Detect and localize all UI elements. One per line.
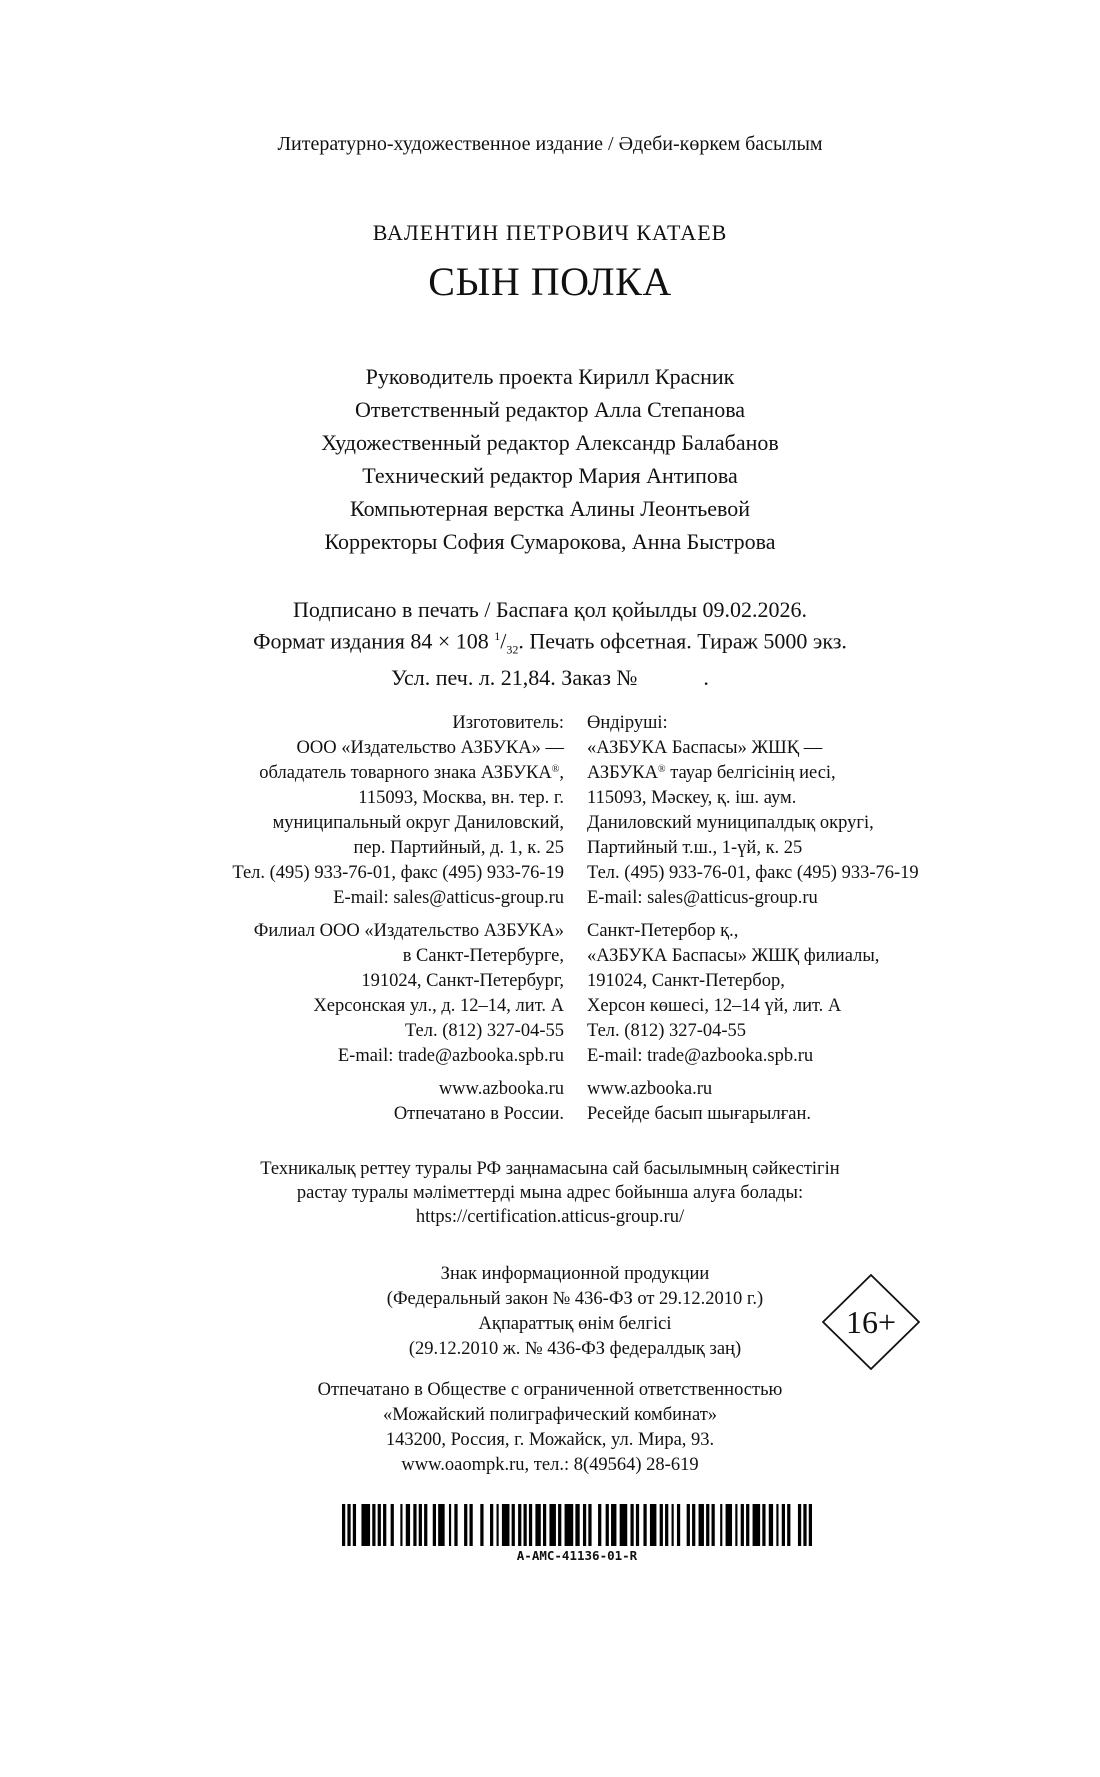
branch-ru-email: E-mail: trade@azbooka.spb.ru <box>337 1046 564 1066</box>
branch-ru-address-2: Херсонская ул., д. 12–14, лит. А <box>313 996 564 1016</box>
format-numerator: 1 <box>494 629 501 643</box>
branch-kz-email: E-mail: trade@azbooka.spb.ru <box>587 1046 814 1066</box>
manufacturer-kz-company: «АЗБУКА Баспасы» ЖШҚ — <box>587 738 823 758</box>
age-rating-badge <box>822 1274 920 1370</box>
branch-kz-address-1: 191024, Санкт-Петербор, <box>587 971 785 991</box>
format-denominator: 32 <box>506 642 519 657</box>
branch-kz-name: «АЗБУКА Баспасы» ЖШҚ филиалы, <box>587 946 880 966</box>
manufacturer-ru <box>120 711 564 1127</box>
trademark-text: обладатель товарного знака АЗБУКА <box>259 763 552 783</box>
branch-ru-name: Филиал ООО «Издательство АЗБУКА» <box>253 921 564 941</box>
manufacturer-kz-label: Өндіруші: <box>587 713 668 733</box>
manufacturer-kz-trademark <box>587 761 1007 786</box>
sheets-order-line <box>0 664 1100 691</box>
branch-kz-phone: Тел. (812) 327-04-55 <box>587 1021 747 1041</box>
print-info-block <box>0 596 1100 691</box>
barcode-icon <box>342 1504 812 1546</box>
printed-in-russia: Отпечатано в России. <box>393 1104 564 1124</box>
trademark-owner: тауар белгісінің иесі, <box>665 763 836 783</box>
tech-regulation-block <box>0 1157 1100 1229</box>
author-name: ВАЛЕНТИН ПЕТРОВИЧ КАТАЕВ <box>372 220 728 245</box>
website-ru: www.azbooka.ru <box>438 1079 564 1099</box>
manufacturer-ru-company: ООО «Издательство АЗБУКА» — <box>296 738 564 758</box>
branch-kz-address-2: Херсон көшесі, 12–14 үй, лит. А <box>587 996 842 1016</box>
format-line: Формат издания 84 × 108 $^1/_{32}$. Печать офсетная. Тираж 5000 экз. <box>253 628 847 657</box>
manufacturer-kz <box>587 711 1007 1127</box>
format-suffix: . Печать офсетная. Тираж 5000 экз. <box>518 628 847 654</box>
credit-tech-editor: Технический редактор Мария Антипова <box>362 463 738 488</box>
printer-address: 143200, Россия, г. Можайск, ул. Мира, 93. <box>385 1430 715 1450</box>
manufacturer-ru-trademark <box>120 761 564 786</box>
credit-art-editor: Художественный редактор Александр Балабанов <box>321 430 779 455</box>
branch-ru-phone: Тел. (812) 327-04-55 <box>404 1021 564 1041</box>
trademark-text: АЗБУКА <box>587 763 658 783</box>
info-sign-ru-title: Знак информационной продукции <box>440 1264 710 1284</box>
registered-mark-icon: ® <box>657 764 666 775</box>
tech-regulation-line-2: растау туралы мәліметтерді мына адрес бойынша алуға болады: <box>296 1183 804 1203</box>
manufacturer-kz-email: E-mail: sales@atticus-group.ru <box>587 888 818 908</box>
manufacturer-ru-address-3: пер. Партийный, д. 1, к. 25 <box>353 838 564 858</box>
certification-url: https://certification.atticus-group.ru/ <box>415 1207 685 1227</box>
credits-block <box>0 360 1100 558</box>
genre-label: Литературно-художественное издание / Әдеби-көркем басылым <box>277 133 823 155</box>
sheets-label: Усл. печ. л. 21,84. Заказ № <box>391 664 638 690</box>
manufacturer-ru-phone: Тел. (495) 933-76-01, факс (495) 933-76-19 <box>232 863 564 883</box>
signed-to-print: Подписано в печать / Баспаға қол қойылды 09.02.2026. <box>292 597 808 622</box>
manufacturer-kz-address-2: Даниловский муниципалдық округі, <box>587 813 874 833</box>
printer-line-1: Отпечатано в Обществе с ограниченной ответственностью <box>317 1380 783 1400</box>
credit-proofreaders: Корректоры София Сумарокова, Анна Быстрова <box>324 529 776 554</box>
barcode-number: A-AMC-41136-01-R <box>516 1548 638 1563</box>
branch-ru-city: в Санкт-Петербурге, <box>402 946 564 966</box>
printer-block <box>0 1378 1100 1478</box>
info-sign-block <box>340 1262 810 1362</box>
printer-name: «Можайский полиграфический комбинат» <box>382 1405 718 1425</box>
order-number-blank: . <box>637 664 709 690</box>
manufacturer-ru-label: Изготовитель: <box>452 713 564 733</box>
credit-chief-editor: Ответственный редактор Алла Степанова <box>354 397 746 422</box>
comma: , <box>559 763 564 783</box>
info-sign-kz-law: (29.12.2010 ж. № 436-ФЗ федералдық заң) <box>408 1339 742 1359</box>
tech-regulation-line-1: Техникалық реттеу туралы РФ заңнамасына сай басылымның сәйкестігін <box>260 1159 840 1179</box>
manufacturer-ru-email: E-mail: sales@atticus-group.ru <box>333 888 564 908</box>
branch-kz-city: Санкт-Петербор қ., <box>587 921 739 941</box>
manufacturer-ru-address-1: 115093, Москва, вн. тер. г. <box>358 788 564 808</box>
branch-ru-address-1: 191024, Санкт-Петербург, <box>361 971 564 991</box>
info-sign-ru-law: (Федеральный закон № 436-ФЗ от 29.12.2010 г.) <box>386 1289 764 1309</box>
credit-project-lead: Руководитель проекта Кирилл Красник <box>365 364 735 389</box>
manufacturer-kz-address-1: 115093, Мәскеу, қ. іш. аум. <box>587 788 797 808</box>
age-rating-text: 16+ <box>845 1304 897 1340</box>
registered-mark-icon: ® <box>551 764 560 775</box>
website-kz: www.azbooka.ru <box>587 1079 713 1099</box>
barcode <box>342 1504 812 1546</box>
printer-contacts: www.oaompk.ru, тел.: 8(49564) 28-619 <box>401 1455 699 1475</box>
manufacturer-kz-address-3: Партийный т.ш., 1-үй, к. 25 <box>587 838 803 858</box>
printed-in-russia-kz: Ресейде басып шығарылған. <box>587 1104 812 1124</box>
manufacturer-kz-phone: Тел. (495) 933-76-01, факс (495) 933-76-19 <box>587 863 919 883</box>
credit-layout: Компьютерная верстка Алины Леонтьевой <box>349 496 751 521</box>
manufacturer-ru-address-2: муниципальный округ Даниловский, <box>272 813 564 833</box>
format-prefix: Формат издания 84 × 108 <box>253 628 495 654</box>
book-title: СЫН ПОЛКА <box>428 259 672 304</box>
info-sign-kz-title: Ақпараттық өнім белгісі <box>478 1314 672 1334</box>
